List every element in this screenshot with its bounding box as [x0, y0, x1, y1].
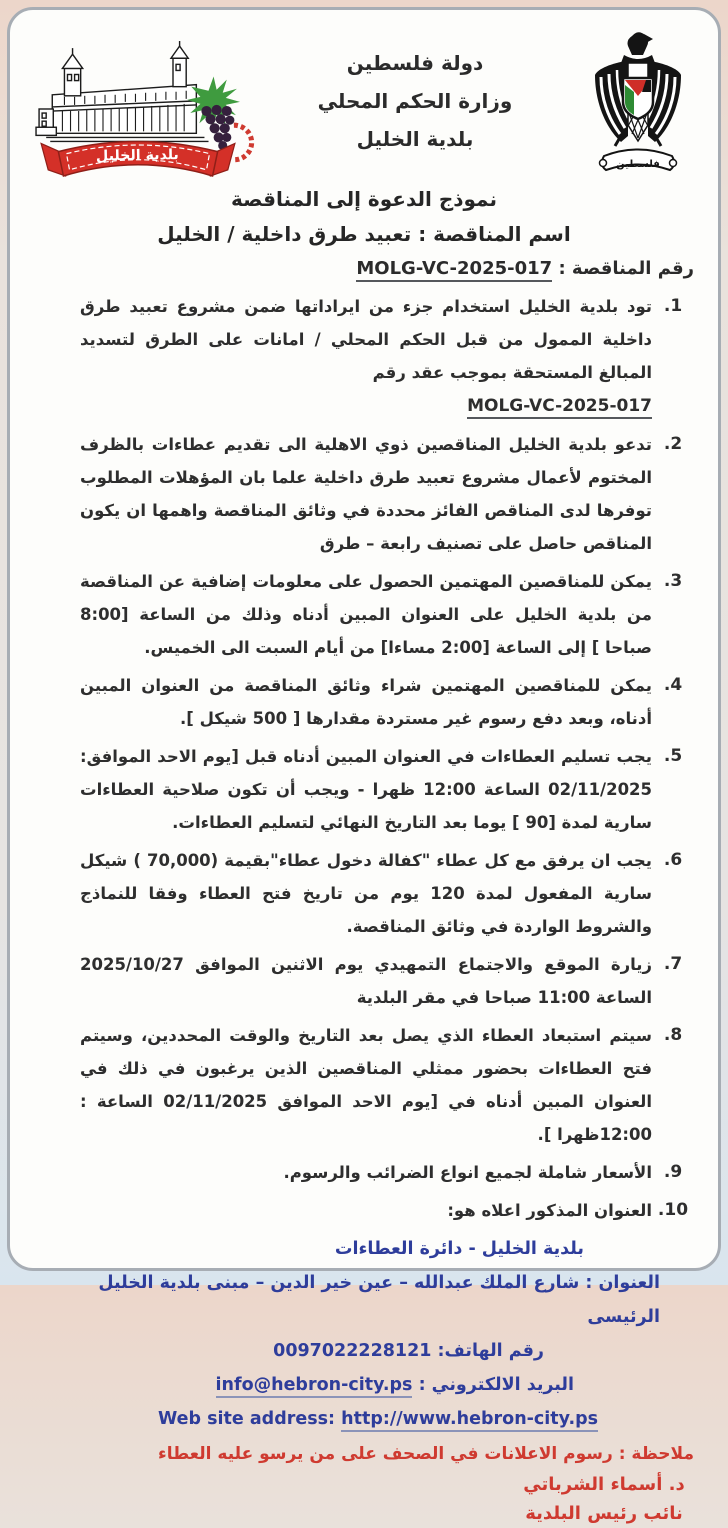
item-text: الأسعار شاملة لجميع انواع الضرائب والرسوم.: [283, 1163, 652, 1182]
tenders-department: بلدية الخليل - دائرة العطاءات: [334, 1239, 584, 1259]
item-number: 7.: [663, 954, 683, 974]
municipality-title: بلدية الخليل: [356, 127, 474, 151]
item-number: 8.: [663, 1025, 683, 1045]
signature-block: [514, 1470, 694, 1528]
form-title: نموذج الدعوة إلى المناقصة: [231, 187, 497, 211]
email-link[interactable]: info@hebron-city.ps: [216, 1375, 413, 1398]
tender-item-4: [34, 669, 694, 735]
tender-item-8: [34, 1019, 694, 1151]
website-label: Web site address:: [157, 1409, 336, 1429]
tender-item-1: [34, 290, 694, 423]
tender-item-5: [34, 740, 694, 839]
item-number: 3.: [663, 571, 683, 591]
state-title: دولة فلسطين: [346, 51, 484, 75]
emblem-scroll-banner: [600, 150, 677, 171]
contact-block: [34, 1232, 694, 1436]
ribbon-banner: [41, 141, 235, 175]
phone-label: رقم الهاتف:: [437, 1341, 544, 1361]
document-header: [34, 30, 694, 178]
website-link[interactable]: http://www.hebron-city.ps: [341, 1409, 598, 1432]
grapes-icon: [201, 105, 234, 150]
tender-item-9: [34, 1156, 694, 1189]
item-text: تدعو بلدية الخليل المناقصين ذوي الاهلية الى تقديم عطاءات بالظرف المختوم لأعمال مشروع تعبيد طرق داخلية علما بان المؤهلات المطلوب توفرها لدى المناقص الفائز محددة في وثائق المناقصة واهمها ان يكون المناقص حاصل على تصنيف رابعة – طرق: [80, 435, 652, 553]
item-number: 9.: [663, 1162, 683, 1182]
emblem-scroll-text: فلسطين: [616, 159, 660, 170]
item-text: يمكن للمناقصين المهتمين الحصول على معلومات إضافية عن المناقصة من بلدية الخليل على العنوان المبين أدناه وذلك من الساعة [8:00 صباحا ] إلى الساعة [2:00 مساءا] من أيام السبت الى الخميس.: [80, 572, 652, 657]
item-number: 4.: [663, 675, 683, 695]
tender-number-line: [34, 254, 694, 284]
address-line: العنوان : شارع الملك عبدالله – عين خير الدين – مبنى بلدية الخليل الرئيسى: [98, 1273, 660, 1327]
website-line: [62, 1402, 694, 1436]
tender-item-3: [34, 565, 694, 664]
item-text: زيارة الموقع والاجتماع التمهيدي يوم الاثنين الموافق 2025/10/27 الساعة 11:00 صباحا في مقر البلدية: [80, 955, 652, 1007]
tender-document: [7, 7, 721, 1524]
tender-item-10: [34, 1194, 694, 1227]
email-label: البريد الالكتروني :: [418, 1375, 574, 1395]
tender-item-7: [34, 948, 694, 1014]
palestinian-flag-shield-icon: [623, 78, 653, 119]
header-titles: [242, 30, 588, 158]
ibrahimi-mosque-drawing-icon: [36, 41, 208, 141]
item-number: 5.: [663, 746, 683, 766]
contract-number: MOLG-VC-2025-017: [467, 396, 652, 419]
item-number: 1.: [663, 296, 683, 316]
item-number: 6.: [663, 850, 683, 870]
tender-item-6: [34, 844, 694, 943]
tender-name: اسم المناقصة : تعبيد طرق داخلية / الخليل: [157, 222, 571, 246]
ministry-title: وزارة الحكم المحلي: [317, 89, 513, 113]
phone-number: 0097022228121: [273, 1341, 432, 1361]
phone-line: [62, 1334, 694, 1368]
item-number: 2.: [663, 434, 683, 454]
hebron-municipality-logo: [34, 40, 242, 182]
hebron-logo-banner-text: بلدية الخليل: [95, 147, 179, 165]
email-line: [62, 1368, 694, 1402]
item-text: يجب تسليم العطاءات في العنوان المبين أدناه قبل [يوم الاحد الموافق: 02/11/2025 الساعة 12:00 ظهرا - ويجب أن تكون صلاحية العطاءات سارية لمدة [90 ] يوما بعد التاريخ النهائي لتسليم العطاءات.: [80, 747, 653, 832]
tender-item-2: [34, 428, 694, 560]
contract-number-line: [80, 389, 652, 423]
tender-number-value: MOLG-VC-2025-017: [356, 258, 552, 282]
item-text: يجب ان يرفق مع كل عطاء "كفالة دخول عطاء"بقيمة (70,000 ) شيكل سارية المفعول لمدة 120 يوم من تاريخ فتح العطاء وفقا للنماذج والشروط الواردة في وثائق المناقصة.: [80, 851, 652, 936]
fees-note: ملاحظة : رسوم الاعلانات في الصحف على من يرسو عليه العطاء: [158, 1444, 694, 1464]
signatory-name: د. أسماء الشرباتي: [523, 1474, 685, 1495]
tender-conditions-list: [34, 290, 694, 1227]
tender-number-label: رقم المناقصة :: [558, 258, 694, 279]
signatory-title: نائب رئيس البلدية: [525, 1503, 683, 1524]
item-text: يمكن للمناقصين المهتمين شراء وثائق المناقصة من العنوان المبين أدناه، وبعد دفع رسوم غير مستردة مقدارها [ 500 شيكل ].: [80, 676, 652, 728]
item-text: سيتم استبعاد العطاء الذي يصل بعد التاريخ والوقت المحددين، وسيتم فتح العطاءات بحضور ممثلي المناقصين الذين يرغبون في ذلك في العنوان المبين أدناه في [يوم الاحد الموافق 02/11/2025 الساعة : 12:00ظهرا ].: [80, 1026, 653, 1144]
item-number: 10.: [657, 1200, 689, 1220]
item-text: العنوان المذكور اعلاه هو:: [447, 1201, 652, 1220]
palestine-eagle-emblem: [588, 30, 688, 180]
item-text: تود بلدية الخليل استخدام جزء من ايراداتها ضمن مشروع تعبيد طرق داخلية الممول من قبل الحكم المحلي / امانات على الطرق لتسديد المبالغ المستحقة بموجب عقد رقم MOLG-VC-2025-017: [34, 290, 652, 423]
